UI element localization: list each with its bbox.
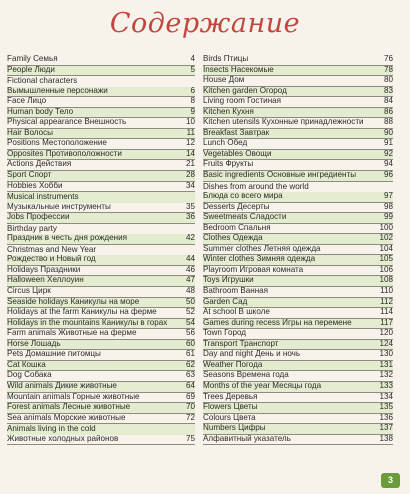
toc-entry-title: Town Город [203,329,247,338]
toc-entry-title: Рождество и Новый год [7,255,96,264]
toc-entry-title: Months of the year Месяцы года [203,381,322,390]
toc-entry-title: Numbers Цифры [203,424,266,433]
toc-entry-title: Colours Цвета [203,413,256,422]
toc-entry-page: 138 [379,434,393,443]
toc-entry [203,266,393,277]
toc-entry-title: People Люди [7,65,55,74]
toc-entry [7,150,195,161]
toc-entry-page: 6 [190,86,195,95]
toc-entry-title: Christmas and New Year [7,244,97,254]
toc-entry-page: 131 [379,360,393,369]
toc-entry [7,55,195,66]
toc-entry-page: 35 [185,202,195,211]
toc-entry-title: Living room Гостиная [203,97,282,106]
toc-entry-title: Dog Собака [7,371,52,380]
toc-entry [7,308,195,319]
toc-entry-page: 132 [379,371,393,380]
toc-entry-title: Seasons Времена года [203,371,289,380]
toc-entry-page: 64 [185,381,195,390]
toc-entry [203,371,393,382]
toc-entry-title: Jobs Профессии [7,213,70,222]
toc-entry-page: 110 [380,287,393,296]
toc-entry [203,403,393,414]
toc-entry [203,182,393,193]
toc-entry-title: Dishes from around the world [203,181,309,191]
toc-entry-page: 72 [185,413,195,422]
toc-entry-page: 105 [379,255,393,264]
toc-entry-title: Bathroom Ванная [203,287,269,296]
toc-entry [203,393,393,404]
toc-entry-page: 36 [185,213,195,222]
toc-entry-page: 28 [185,171,195,180]
toc-entry-page: 54 [185,318,195,327]
toc-entry-title: At school В школе [203,308,270,317]
toc-entry-title: Wild animals Дикие животные [7,381,117,390]
toc-entry [203,234,393,245]
toc-entry [203,192,393,203]
toc-entry [203,298,393,309]
toc-entry-page: 92 [383,149,393,158]
toc-entry-title: Face Лицо [7,97,47,106]
page-number-badge: 3 [381,473,400,488]
toc-entry-page: 44 [185,255,195,264]
toc-entry-page: 76 [383,55,393,63]
toc-entry [203,55,393,66]
toc-entry [203,361,393,372]
toc-entry [203,308,393,319]
toc-entry-title: Circus Цирк [7,287,51,296]
toc-left-column [7,55,195,445]
toc-entry-page: 11 [186,128,195,137]
toc-entry [7,97,195,108]
toc-entry [7,350,195,361]
toc-entry [203,97,393,108]
toc-entry-title: Desserts Десерты [203,202,270,211]
toc-entry-page: 114 [380,308,393,317]
toc-entry-page: 91 [383,139,393,148]
toc-entry-title: Hair Волосы [7,128,53,137]
toc-entry-title: Forest animals Лесные животные [7,403,131,412]
toc-entry-page: 108 [379,276,393,285]
toc-entry-title: Kitchen utensils Кухонные принадлежности [203,118,364,127]
toc-entry-title: Fruits Фрукты [203,160,254,169]
toc-entry-page: 48 [185,287,195,296]
toc-entry-title: Garden Сад [203,297,248,306]
toc-entry-page: 117 [380,318,393,327]
toc-entry-title: Hobbies Хобби [7,181,63,190]
toc-entry [7,361,195,372]
toc-entry-page: 134 [379,392,393,401]
toc-entry-page: 56 [185,329,195,338]
toc-entry-title: Birds Птицы [203,55,249,63]
toc-entry-page: 100 [379,223,393,232]
toc-entry [203,414,393,425]
toc-entry [203,150,393,161]
toc-entry [203,203,393,214]
toc-entry [7,266,195,277]
toc-entry [203,382,393,393]
toc-entry-page: 84 [383,97,393,106]
toc-entry-title: House Дом [203,76,245,85]
toc-entry-page: 99 [383,213,393,222]
toc-entry-title: Family Семья [7,55,58,63]
toc-entry [203,171,393,182]
toc-entry [7,371,195,382]
toc-entry-page: 75 [185,434,195,443]
toc-entry [203,329,393,340]
toc-entry-title: Clothes Одежда [203,234,263,243]
toc-entry-title: Human body Тело [7,107,74,116]
toc-entry-page: 106 [379,265,393,274]
toc-entry-page: 102 [379,234,393,243]
toc-entry [203,66,393,77]
toc-entry-page: 34 [185,181,195,190]
toc-entry [7,139,195,150]
toc-entry [7,182,195,193]
toc-entry-page: 120 [379,329,393,338]
toc-entry-title: Actions Действия [7,160,72,169]
toc-entry-title: Holidays at the farm Каникулы на ферме [7,308,157,317]
toc-entry [203,255,393,266]
toc-entry [7,129,195,140]
toc-entry [203,287,393,298]
toc-entry-title: Lunch Обед [203,139,248,148]
toc-entry [7,403,195,414]
toc-entry [7,203,195,214]
toc-entry-title: Winter clothes Зимняя одежда [203,255,316,264]
toc-entry-title: Sea animals Морские животные [7,413,126,422]
toc-entry-title: Playroom Игровая комната [203,265,304,274]
toc-entry-page: 83 [383,86,393,95]
toc-entry-title: Kitchen Кухня [203,107,254,116]
toc-entry-page: 5 [190,65,195,74]
toc-entry-page: 61 [185,350,195,359]
toc-entry-page: 96 [383,171,393,180]
toc-entry-title: Вымышленные персонажи [7,86,108,95]
toc-entry [7,118,195,129]
toc-entry-page: 135 [379,403,393,412]
toc-entry-title: Pets Домашние питомцы [7,350,101,359]
toc-entry-page: 50 [185,297,195,306]
toc-entry [203,160,393,171]
toc-entry-title: Breakfast Завтрак [203,128,270,137]
toc-entry-title: Horse Лошадь [7,339,61,348]
toc-entry [7,276,195,287]
toc-entry-title: Day and night День и ночь [203,350,301,359]
toc-entry-title: Basic ingredients Основные ингредиенты [203,171,357,180]
toc-entry [7,435,195,446]
toc-entry [7,255,195,266]
toc-entry-page: 10 [185,118,195,127]
toc-entry-title: Vegetables Овощи [203,149,272,158]
toc-entry-page: 90 [383,128,393,137]
toc-entry [7,87,195,98]
toc-entry [7,66,195,77]
toc-entry-title: Алфавитный указатель [203,434,291,443]
toc-entry [203,108,393,119]
toc-entry-page: 98 [383,202,393,211]
toc-entry-page: 42 [185,234,195,243]
toc-entry-title: Holidays Праздники [7,265,81,274]
toc-entry [203,350,393,361]
toc-entry-title: Sweetmeats Сладости [203,213,287,222]
toc-entry [7,329,195,340]
toc-entry-page: 9 [190,107,195,116]
toc-entry-title: Kitchen garden Огород [203,86,287,95]
toc-entry-page: 86 [383,107,393,116]
toc-entry-page: 78 [383,65,393,74]
toc-entry [203,224,393,235]
toc-entry [7,160,195,171]
toc-entry-title: Musical instruments [7,192,79,202]
toc-entry [203,245,393,256]
toc-entry [7,108,195,119]
toc-entry [203,435,393,446]
toc-entry [203,118,393,129]
toc-entry-title: Weather Погода [203,360,263,369]
toc-entry-title: Музыкальные инструменты [7,202,111,211]
toc-entry [7,76,195,87]
toc-entry [7,298,195,309]
toc-entry-page: 94 [383,160,393,169]
toc-entry [7,393,195,404]
toc-entry [203,213,393,224]
toc-entry-page: 130 [379,350,393,359]
toc-entry-page: 136 [379,413,393,422]
toc-entry-page: 112 [380,297,393,306]
toc-entry [203,319,393,330]
toc-entry-title: Mountain animals Горные животные [7,392,140,401]
toc-entry-page: 88 [383,118,393,127]
toc-entry-title: Holidays in the mountains Каникулы в горах [7,318,168,327]
toc-entry [7,319,195,330]
toc-entry-page: 137 [379,424,393,433]
toc-entry-page: 70 [185,403,195,412]
toc-entry [203,76,393,87]
toc-entry-title: Блюда со всего мира [203,192,283,201]
toc-entry [7,245,195,256]
toc-entry-title: Transport Транспорт [203,339,279,348]
toc-entry-page: 47 [185,276,195,285]
toc-entry-title: Birthday party [7,223,57,233]
toc-entry [7,340,195,351]
toc-entry-title: Trees Деревья [203,392,258,401]
toc-entry [7,192,195,203]
toc-entry-title: Insects Насекомые [203,65,274,74]
toc-entry-title: Animals living in the cold [7,424,96,434]
toc-entry-page: 12 [185,139,195,148]
toc-entry-title: Physical appearance Внешность [7,118,127,127]
toc-entry [7,213,195,224]
toc-entry-page: 62 [185,360,195,369]
toc-entry [203,139,393,150]
toc-entry-title: Summer clothes Летняя одежда [203,244,321,253]
toc-entry [7,424,195,435]
toc-right-column [203,55,393,445]
toc-entry-page: 104 [379,244,393,253]
toc-entry-page: 124 [379,339,393,348]
toc-entry [203,276,393,287]
toc-entry-title: Животные холодных районов [7,434,119,443]
toc-entry-page: 60 [185,339,195,348]
toc-entry-page: 4 [190,55,195,63]
toc-entry-title: Sport Спорт [7,171,52,180]
toc-entry-page: 8 [190,97,195,106]
toc-entry [7,382,195,393]
toc-entry [203,129,393,140]
toc-entry-page: 63 [185,371,195,380]
toc-entry-title: Flowers Цветы [203,403,258,412]
toc-entry [7,414,195,425]
toc-entry-title: Fictional characters [7,76,78,86]
toc-entry-title: Farm animals Животные на ферме [7,329,137,338]
toc-entry [7,234,195,245]
toc-entry-page: 52 [185,308,195,317]
page-title: Содержание [109,8,301,39]
toc-entry [203,87,393,98]
toc-entry [7,287,195,298]
toc-entry-title: Toys Игрушки [203,276,254,285]
toc-entry-title: Halloween Хеллоуин [7,276,84,285]
toc-entry-title: Bedroom Спальня [203,223,271,232]
toc-entry-page: 97 [383,192,393,201]
toc-entry-page: 69 [185,392,195,401]
toc-entry-title: Seaside holidays Каникулы на море [7,297,140,306]
toc-entry-page: 80 [383,76,393,85]
toc-entry [7,224,195,235]
toc-entry-page: 21 [185,160,195,169]
toc-entry [203,424,393,435]
toc-entry-title: Positions Местоположение [7,139,107,148]
toc-entry-title: Праздник в честь дня рождения [7,234,127,243]
toc-entry [203,340,393,351]
toc-entry-title: Cat Кошка [7,360,46,369]
toc-entry-page: 14 [185,149,195,158]
toc-entry-title: Games during recess Игры на перемене [203,318,352,327]
toc-entry-page: 133 [379,381,393,390]
toc-entry-title: Opposites Противоположности [7,149,122,158]
toc-entry-page: 46 [185,265,195,274]
toc-entry [7,171,195,182]
